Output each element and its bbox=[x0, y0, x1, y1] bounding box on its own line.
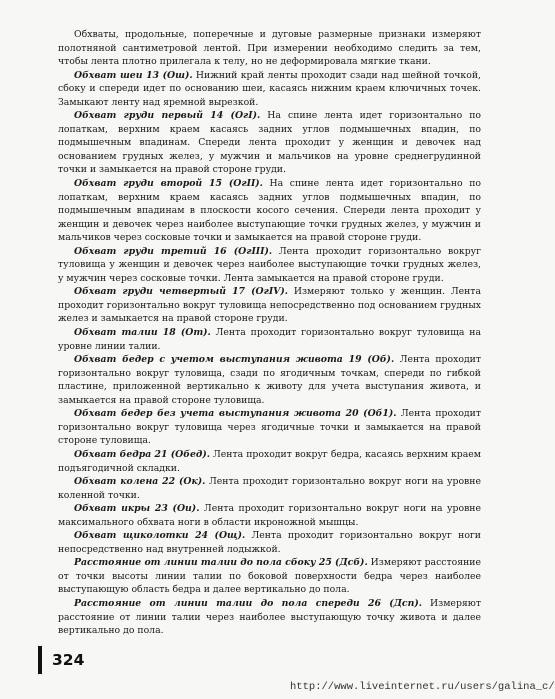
paragraph-body: Лента проходит горизонтально вокруг туловища через ягодичные точки и замыкается на правой стороне туловища. bbox=[58, 408, 482, 447]
page-number-bar bbox=[38, 646, 42, 674]
term: Обхват груди первый 14 (ОгI). bbox=[74, 110, 261, 122]
paragraph-waist-girth bbox=[58, 326, 481, 353]
paragraph-waist-to-floor-front bbox=[58, 597, 481, 638]
paragraph-body: Лента проходит вокруг бедра, касаясь верхним краем подъягодичной складки. bbox=[58, 448, 481, 474]
paragraph-body: Измеряют расстояние от точки высоты линии талии по боковой поверхности бедра через наиболее выступающую область бедра и далее вертикально до пола. bbox=[58, 557, 481, 596]
paragraph-chest-girth-2 bbox=[58, 177, 481, 245]
paragraph-body: Лента проходит горизонтально вокруг туловища у женщин и девочек через наиболее выступающие точки грудных желез, у мужчин через сосковые точки. Лента замыкается на правой стороне груди. bbox=[58, 245, 481, 284]
paragraph-neck-girth bbox=[58, 69, 481, 110]
term: Расстояние от линии талии до пола сбоку 25 (Дсб). bbox=[74, 557, 368, 569]
term: Обхват груди третий 16 (ОгIII). bbox=[74, 245, 273, 257]
paragraph-body: Обхваты, продольные, поперечные и дуговые размерные признаки измеряют полотняной сантиметровой лентой. При измерении необходимо следить за тем, чтобы лента плотно прилегала к телу, но не деформировала мягкие ткани. bbox=[58, 29, 481, 68]
term: Обхват бедра 21 (Обед). bbox=[74, 448, 211, 460]
term: Обхват бедер без учета выступания живота 20 (Об1). bbox=[74, 408, 397, 420]
paragraph-waist-to-floor-side bbox=[58, 556, 481, 597]
term: Расстояние от линии талии до пола спереди 26 (Дсп). bbox=[74, 597, 422, 609]
paragraph-body: Измеряют расстояние от линии талии через наиболее выступающую точку живота и далее вертикально до пола. bbox=[58, 597, 481, 637]
term: Обхват груди второй 15 (ОгII). bbox=[74, 178, 263, 190]
paragraph-body: Измеряют только у женщин. Лента проходит горизонтально вокруг туловища непосредственно под основанием грудных желез и замыкается на правой стороне груди. bbox=[58, 286, 481, 325]
paragraph-chest-girth-1 bbox=[58, 109, 481, 177]
term: Обхват бедер с учетом выступания живота 19 (Об). bbox=[74, 354, 395, 366]
paragraph-chest-girth-4 bbox=[58, 285, 481, 326]
paragraph-hip-girth-without-belly bbox=[58, 407, 481, 448]
paragraph-body: Лента проходит горизонтально вокруг туловища, сзади по ягодичным точкам, спереди по гибкой пластине, приложенной вертикально к животу для учета выступания живота, и замыкается на правой стороне туловища. bbox=[58, 354, 482, 406]
paragraph-chest-girth-3 bbox=[58, 245, 481, 286]
term: Обхват колена 22 (Ок). bbox=[74, 476, 206, 488]
paragraph-body: Лента проходит горизонтально вокруг ноги непосредственно над внутренней лодыжкой. bbox=[58, 530, 481, 555]
paragraph-body: Лента проходит горизонтально вокруг ноги на уровне коленной точки. bbox=[58, 476, 481, 501]
term: Обхват шеи 13 (Ош). bbox=[74, 69, 193, 81]
term: Обхват груди четвертый 17 (ОгIV). bbox=[74, 286, 289, 298]
paragraph-body: Нижний край ленты проходит сзади над шейной точкой, сбоку и спереди идет по основанию шеи, касаясь нижним краем ключичных точек. Замыкают ленту над яремной вырезкой. bbox=[58, 69, 481, 108]
paragraph-body: Лента проходит горизонтально вокруг ноги на уровне максимального обхвата ноги в области икроножной мышцы. bbox=[58, 503, 482, 528]
paragraph-calf-girth bbox=[58, 502, 481, 529]
paragraph-ankle-girth bbox=[58, 529, 481, 556]
paragraph-knee-girth bbox=[58, 475, 481, 502]
term: Обхват талии 18 (От). bbox=[74, 327, 211, 339]
term: Обхват икры 23 (Ои). bbox=[74, 503, 200, 515]
paragraph-body: На спине лента идет горизонтально по лопаткам, верхним краем касаясь задних углов подмышечных впадин, по подмышечным впадинам в плоскости косого сечения. Спереди лента проходит у женщин и девочек через наиболее выступающие точки грудных желез, у мужчин и мальчиков через сосковые точки и замыкается на правой стороне груди. bbox=[58, 178, 481, 244]
paragraph-body: Лента проходит горизонтально вокруг туловища на уровне линии талии. bbox=[58, 327, 481, 352]
page-number: 324 bbox=[52, 651, 85, 669]
paragraph-body: На спине лента идет горизонтально по лопаткам, верхним краем касаясь задних углов подмышечных впадин, по подмышечным впадинам. Спереди лента проходит у женщин и девочек над основанием грудных желез, у мужчин и мальчиков на уровне среднегрудинной точки и замыкается на правой стороне груди. bbox=[58, 110, 481, 176]
watermark-url: http://www.liveinternet.ru/users/galina_c/ bbox=[290, 681, 555, 693]
paragraph-intro bbox=[58, 28, 481, 69]
paragraph-hip-girth-with-belly bbox=[58, 353, 481, 407]
term: Обхват щиколотки 24 (Ощ). bbox=[74, 530, 246, 542]
page-text bbox=[58, 28, 481, 638]
paragraph-thigh-girth bbox=[58, 448, 481, 475]
